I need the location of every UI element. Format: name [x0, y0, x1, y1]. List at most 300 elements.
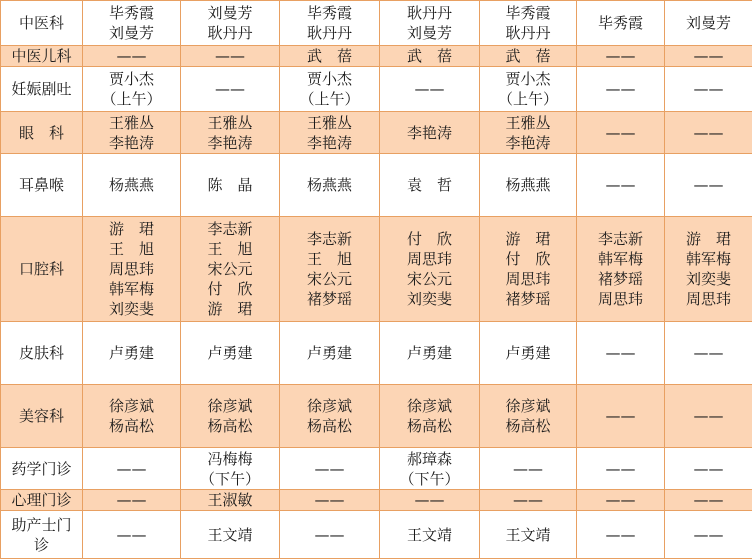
doctor-name: 游 珺 — [207, 300, 253, 318]
schedule-cell — [280, 46, 380, 67]
table-row — [1, 67, 752, 112]
doctor-list — [207, 396, 252, 436]
doctor-name: 王 旭 — [207, 240, 253, 258]
schedule-cell — [83, 1, 181, 46]
doctor-name: 褚梦瑶 — [597, 270, 643, 288]
schedule-cell — [577, 67, 665, 112]
doctor-name: —— — [605, 525, 636, 544]
doctor-name: 卢勇建 — [108, 344, 154, 362]
doctor-name: 周思玮 — [406, 250, 452, 268]
doctor-list — [307, 396, 352, 436]
schedule-cell — [83, 217, 181, 322]
doctor-name: 卢勇建 — [207, 344, 253, 362]
doctor-list — [117, 490, 147, 510]
doctor-name: 付 欣 — [207, 280, 253, 298]
schedule-cell — [83, 448, 181, 490]
schedule-cell — [380, 217, 480, 322]
doctor-list — [407, 229, 452, 309]
schedule-cell — [480, 322, 577, 385]
schedule-cell — [181, 1, 280, 46]
doctor-name: 宋公元 — [406, 270, 452, 288]
doctor-list — [606, 46, 636, 66]
doctor-name: 李艳涛 — [505, 133, 551, 152]
schedule-cell — [480, 154, 577, 217]
schedule-cell — [280, 385, 380, 448]
doctor-name: 毕秀霞 — [597, 14, 643, 32]
schedule-body — [1, 1, 752, 559]
doctor-list — [407, 525, 452, 545]
doctor-name: —— — [605, 123, 636, 142]
schedule-cell — [181, 217, 280, 322]
doctor-name: 杨燕燕 — [306, 176, 352, 194]
department-cell — [1, 112, 83, 154]
doctor-name: 李志新 — [306, 230, 352, 248]
doctor-list — [513, 490, 543, 510]
doctor-list — [109, 113, 154, 153]
doctor-name: （上午） — [497, 90, 558, 108]
doctor-name: 周思玮 — [505, 270, 551, 288]
table-row — [1, 154, 752, 217]
doctor-list — [407, 123, 452, 143]
doctor-name: 刘奕斐 — [406, 290, 452, 308]
schedule-cell — [577, 112, 665, 154]
table-row — [1, 46, 752, 67]
doctor-name: 卢勇建 — [505, 344, 551, 362]
doctor-list — [109, 219, 154, 319]
doctor-name: 周思玮 — [108, 260, 154, 278]
schedule-cell — [665, 1, 752, 46]
doctor-name: 李艳涛 — [108, 133, 154, 152]
doctor-list — [606, 79, 636, 99]
doctor-name: 周思玮 — [685, 290, 731, 308]
schedule-cell — [577, 490, 665, 511]
schedule-cell — [480, 448, 577, 490]
doctor-list — [498, 69, 558, 109]
doctor-name: 王文靖 — [406, 525, 452, 544]
doctor-name: 武 蓓 — [306, 47, 352, 65]
doctor-list — [215, 79, 245, 99]
doctor-list — [399, 449, 459, 489]
doctor-name: 贾小杰 — [306, 70, 352, 88]
doctor-list — [315, 490, 345, 510]
doctor-name: —— — [693, 491, 724, 509]
doctor-list — [207, 175, 252, 195]
doctor-name: —— — [693, 459, 724, 478]
doctor-list — [694, 406, 724, 426]
schedule-cell — [280, 67, 380, 112]
schedule-cell — [380, 1, 480, 46]
doctor-list — [694, 343, 724, 363]
doctor-list — [109, 175, 154, 195]
doctor-name: 杨高松 — [505, 417, 551, 435]
doctor-name: 李志新 — [597, 230, 643, 248]
doctor-list — [207, 3, 252, 43]
doctor-name: 付 欣 — [505, 250, 551, 268]
doctor-name: 徐彦斌 — [207, 397, 253, 415]
schedule-cell — [181, 67, 280, 112]
department-cell — [1, 67, 83, 112]
department-cell — [1, 448, 83, 490]
schedule-cell — [181, 322, 280, 385]
department-cell — [1, 154, 83, 217]
doctor-list — [686, 229, 731, 309]
doctor-list — [101, 69, 161, 109]
department-cell — [1, 1, 83, 46]
doctor-name: —— — [605, 491, 636, 509]
doctor-list — [407, 396, 452, 436]
doctor-name: 毕秀霞 — [306, 4, 352, 22]
doctor-name: —— — [693, 525, 724, 544]
schedule-cell — [380, 322, 480, 385]
doctor-list — [606, 123, 636, 143]
doctor-name: —— — [215, 47, 245, 65]
doctor-name: —— — [693, 123, 724, 142]
schedule-cell — [83, 112, 181, 154]
doctor-list — [109, 343, 154, 363]
doctor-list — [606, 406, 636, 426]
doctor-name: （下午） — [399, 469, 460, 488]
table-row — [1, 511, 752, 559]
department-name: 助产士门 — [11, 515, 72, 534]
doctor-name: 杨燕燕 — [505, 176, 551, 194]
doctor-name: （下午） — [199, 469, 260, 488]
doctor-list — [694, 525, 724, 545]
doctor-list — [207, 490, 252, 510]
doctor-name: 王淑敏 — [207, 491, 253, 509]
doctor-name: 毕秀霞 — [505, 4, 551, 22]
table-row — [1, 385, 752, 448]
schedule-cell — [577, 511, 665, 559]
doctor-name: —— — [314, 491, 345, 509]
doctor-name: 杨高松 — [306, 417, 352, 435]
doctor-list — [505, 46, 550, 66]
doctor-list — [117, 525, 147, 545]
doctor-name: —— — [605, 80, 636, 98]
department-name: 耳鼻喉 — [18, 176, 64, 194]
schedule-cell — [83, 67, 181, 112]
schedule-cell — [665, 112, 752, 154]
schedule-cell — [577, 322, 665, 385]
schedule-cell — [181, 385, 280, 448]
schedule-cell — [181, 112, 280, 154]
department-cell — [1, 217, 83, 322]
doctor-list — [307, 343, 352, 363]
doctor-name: 贾小杰 — [108, 70, 154, 88]
doctor-list — [505, 229, 550, 309]
doctor-name: 刘曼芳 — [406, 24, 452, 42]
schedule-cell — [480, 490, 577, 511]
doctor-name: 游 珺 — [505, 230, 551, 248]
doctor-list — [307, 3, 352, 43]
schedule-cell — [280, 448, 380, 490]
schedule-cell — [181, 448, 280, 490]
department-cell — [1, 46, 83, 67]
schedule-cell — [280, 217, 380, 322]
doctor-name: 李艳涛 — [207, 133, 253, 152]
doctor-name: 王雅丛 — [505, 113, 551, 132]
doctor-name: —— — [693, 47, 724, 65]
doctor-list — [505, 3, 550, 43]
doctor-list — [407, 46, 452, 66]
doctor-list — [606, 490, 636, 510]
doctor-name: 宋公元 — [207, 260, 253, 278]
schedule-cell — [83, 385, 181, 448]
doctor-list — [606, 343, 636, 363]
schedule-cell — [380, 448, 480, 490]
department-name: 心理门诊 — [11, 491, 72, 509]
doctor-name: 周思玮 — [597, 290, 643, 308]
doctor-name: 李艳涛 — [306, 133, 352, 152]
doctor-name: 卢勇建 — [306, 344, 352, 362]
doctor-name: 徐彦斌 — [306, 397, 352, 415]
schedule-cell — [480, 511, 577, 559]
doctor-name: —— — [693, 80, 724, 98]
doctor-name: —— — [215, 80, 245, 98]
schedule-cell — [665, 511, 752, 559]
table-row — [1, 217, 752, 322]
schedule-cell — [380, 385, 480, 448]
doctor-list — [109, 3, 154, 43]
schedule-cell — [83, 322, 181, 385]
doctor-name: —— — [605, 407, 636, 425]
schedule-cell — [577, 385, 665, 448]
department-name: 皮肤科 — [18, 344, 64, 362]
doctor-list — [606, 525, 636, 545]
schedule-cell — [577, 217, 665, 322]
doctor-name: 耿丹丹 — [505, 24, 551, 42]
doctor-name: （上午） — [299, 90, 360, 108]
doctor-list — [598, 13, 643, 33]
schedule-cell — [480, 67, 577, 112]
doctor-list — [207, 113, 252, 153]
doctor-name: 毕秀霞 — [108, 4, 154, 22]
doctor-list — [109, 396, 154, 436]
doctor-list — [207, 343, 252, 363]
doctor-list — [694, 79, 724, 99]
doctor-name: —— — [693, 344, 724, 362]
department-name: 中医儿科 — [11, 47, 72, 65]
table-row — [1, 112, 752, 154]
department-cell — [1, 490, 83, 511]
schedule-cell — [665, 217, 752, 322]
doctor-name: 耿丹丹 — [406, 4, 452, 22]
schedule-cell — [83, 46, 181, 67]
department-name: 药学门诊 — [11, 459, 72, 478]
doctor-name: —— — [116, 47, 147, 65]
doctor-name: 王雅丛 — [108, 113, 154, 132]
doctor-list — [606, 175, 636, 195]
doctor-list — [686, 13, 731, 33]
doctor-name: 耿丹丹 — [306, 24, 352, 42]
doctor-list — [315, 525, 345, 545]
department-name: 诊 — [33, 535, 49, 554]
schedule-cell — [280, 1, 380, 46]
doctor-name: 王 旭 — [306, 250, 352, 268]
doctor-name: —— — [513, 491, 543, 509]
schedule-cell — [665, 490, 752, 511]
department-cell — [1, 322, 83, 385]
doctor-list — [307, 113, 352, 153]
doctor-list — [694, 490, 724, 510]
doctor-name: 徐彦斌 — [406, 397, 452, 415]
schedule-cell — [380, 511, 480, 559]
doctor-name: 宋公元 — [306, 270, 352, 288]
doctor-name: —— — [414, 80, 445, 98]
doctor-name: 杨高松 — [207, 417, 253, 435]
doctor-name: 卢勇建 — [406, 344, 452, 362]
doctor-name: 刘奕斐 — [685, 270, 731, 288]
doctor-name: 耿丹丹 — [207, 24, 253, 42]
doctor-name: 付 欣 — [406, 230, 452, 248]
doctor-name: 刘曼芳 — [207, 4, 253, 22]
schedule-cell — [280, 511, 380, 559]
doctor-list — [694, 46, 724, 66]
schedule-cell — [280, 154, 380, 217]
doctor-name: 李艳涛 — [406, 123, 452, 142]
doctor-name: 褚梦瑶 — [306, 290, 352, 308]
doctor-name: 李志新 — [207, 220, 253, 238]
schedule-cell — [280, 322, 380, 385]
doctor-list — [694, 123, 724, 143]
schedule-cell — [380, 46, 480, 67]
schedule-cell — [665, 385, 752, 448]
schedule-cell — [480, 46, 577, 67]
doctor-list — [117, 46, 147, 66]
doctor-list — [513, 459, 543, 479]
schedule-cell — [280, 490, 380, 511]
doctor-name: （上午） — [101, 90, 162, 108]
department-name: 中医科 — [18, 14, 64, 32]
schedule-cell — [665, 154, 752, 217]
doctor-list — [407, 175, 452, 195]
doctor-name: 游 珺 — [685, 230, 731, 248]
doctor-name: —— — [116, 459, 147, 478]
department-cell — [1, 511, 83, 559]
doctor-name: —— — [116, 491, 147, 509]
doctor-list — [505, 525, 550, 545]
schedule-cell — [181, 154, 280, 217]
doctor-name: 王文靖 — [505, 525, 551, 544]
schedule-cell — [83, 154, 181, 217]
doctor-name: 杨高松 — [108, 417, 154, 435]
schedule-cell — [181, 490, 280, 511]
doctor-name: 杨高松 — [406, 417, 452, 435]
doctor-name: 刘曼芳 — [108, 24, 154, 42]
schedule-cell — [665, 67, 752, 112]
table-row — [1, 490, 752, 511]
schedule-cell — [577, 448, 665, 490]
schedule-cell — [83, 490, 181, 511]
doctor-name: —— — [693, 407, 724, 425]
schedule-cell — [480, 217, 577, 322]
doctor-list — [505, 343, 550, 363]
doctor-name: —— — [605, 459, 636, 478]
doctor-list — [307, 46, 352, 66]
doctor-name: 王文靖 — [207, 525, 253, 544]
department-cell — [1, 385, 83, 448]
doctor-name: 韩军梅 — [685, 250, 731, 268]
doctor-name: 徐彦斌 — [108, 397, 154, 415]
doctor-name: 冯梅梅 — [207, 449, 253, 468]
doctor-list — [215, 46, 245, 66]
doctor-list — [407, 343, 452, 363]
doctor-name: —— — [116, 525, 147, 544]
doctor-name: 郝璋森 — [406, 449, 452, 468]
doctor-name: —— — [314, 459, 345, 478]
doctor-list — [694, 459, 724, 479]
schedule-cell — [380, 490, 480, 511]
schedule-cell — [280, 112, 380, 154]
doctor-name: 褚梦瑶 — [505, 290, 551, 308]
doctor-name: —— — [605, 47, 636, 65]
doctor-name: —— — [314, 525, 345, 544]
doctor-name: 韩军梅 — [597, 250, 643, 268]
doctor-list — [315, 459, 345, 479]
table-row — [1, 1, 752, 46]
doctor-name: 刘奕斐 — [108, 300, 154, 318]
doctor-list — [598, 229, 643, 309]
department-name: 美容科 — [18, 407, 64, 425]
schedule-cell — [480, 1, 577, 46]
department-name: 眼 科 — [18, 123, 64, 142]
doctor-name: 王雅丛 — [306, 113, 352, 132]
doctor-list — [606, 459, 636, 479]
doctor-name: 贾小杰 — [505, 70, 551, 88]
schedule-cell — [577, 1, 665, 46]
doctor-name: —— — [605, 176, 636, 194]
schedule-cell — [480, 112, 577, 154]
doctor-list — [407, 3, 452, 43]
doctor-name: 王 旭 — [108, 240, 154, 258]
doctor-list — [415, 79, 445, 99]
doctor-name: 武 蓓 — [406, 47, 452, 65]
doctor-list — [200, 449, 260, 489]
doctor-list — [207, 525, 252, 545]
department-name: 妊娠剧吐 — [11, 80, 72, 98]
doctor-name: 刘曼芳 — [685, 14, 731, 32]
schedule-cell — [480, 385, 577, 448]
schedule-cell — [665, 46, 752, 67]
doctor-list — [505, 396, 550, 436]
schedule-cell — [380, 154, 480, 217]
schedule-cell — [181, 511, 280, 559]
doctor-name: 韩军梅 — [108, 280, 154, 298]
schedule-cell — [665, 322, 752, 385]
schedule-cell — [83, 511, 181, 559]
doctor-name: 王雅丛 — [207, 113, 253, 132]
doctor-name: 武 蓓 — [505, 47, 551, 65]
table-row — [1, 448, 752, 490]
doctor-list — [207, 219, 252, 319]
doctor-list — [117, 459, 147, 479]
doctor-name: 杨燕燕 — [108, 176, 154, 194]
schedule-cell — [665, 448, 752, 490]
doctor-list — [299, 69, 359, 109]
table-row — [1, 322, 752, 385]
doctor-list — [694, 175, 724, 195]
doctor-name: —— — [693, 176, 724, 194]
schedule-cell — [577, 154, 665, 217]
doctor-name: 袁 哲 — [406, 176, 452, 194]
doctor-list — [307, 229, 352, 309]
doctor-name: —— — [513, 459, 543, 478]
schedule-cell — [577, 46, 665, 67]
schedule-cell — [380, 67, 480, 112]
doctor-name: —— — [605, 344, 636, 362]
doctor-list — [505, 175, 550, 195]
doctor-name: 游 珺 — [108, 220, 154, 238]
schedule-cell — [380, 112, 480, 154]
